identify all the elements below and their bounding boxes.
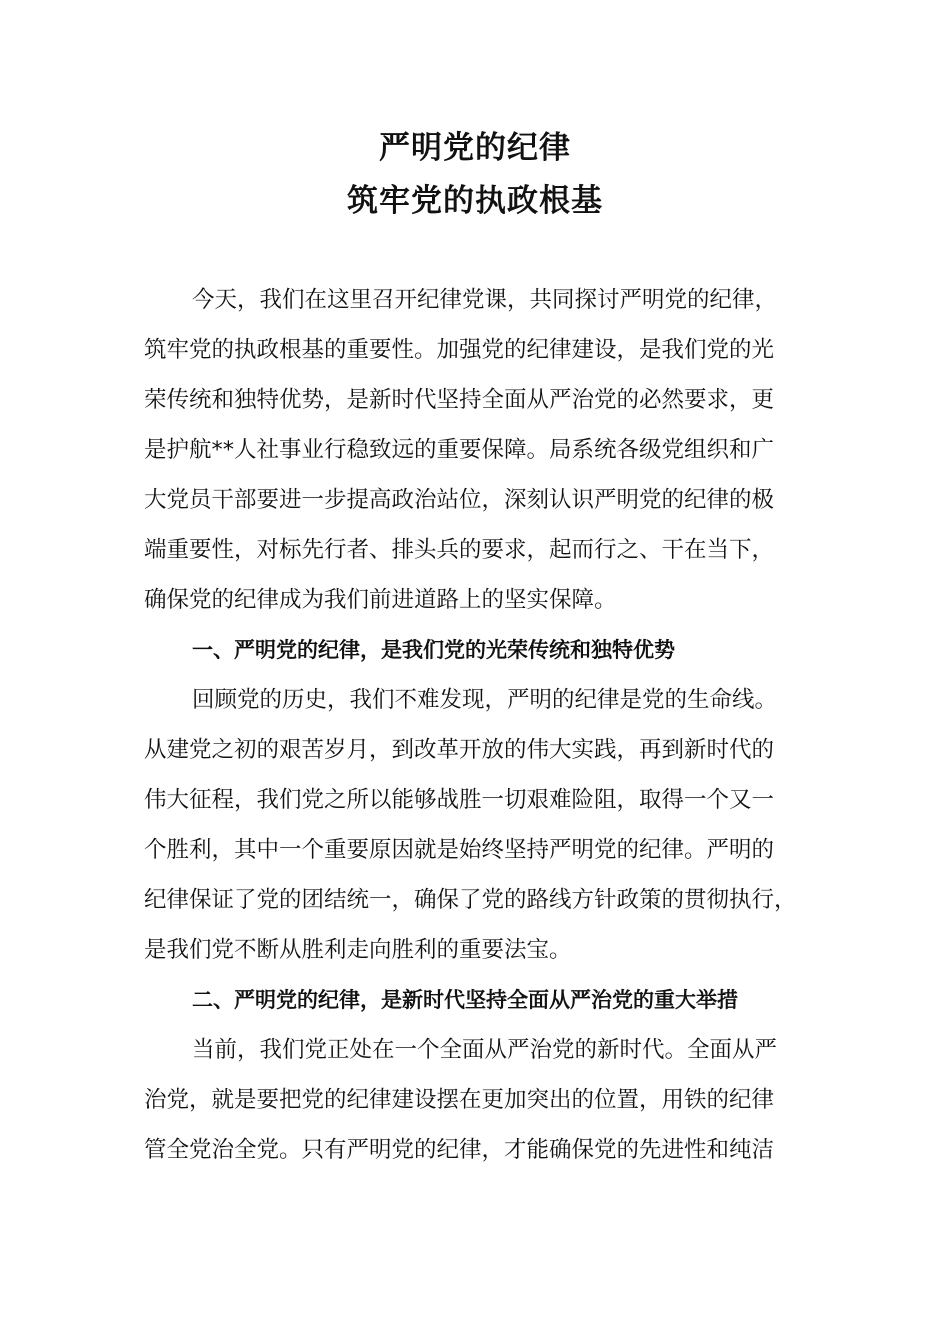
paragraph-line: 伟大征程，我们党之所以能够战胜一切艰难险阻，取得一个又一: [144, 787, 775, 813]
paragraph-line: 纪律保证了党的团结统一，确保了党的路线方针政策的贯彻执行，: [144, 887, 797, 913]
section-heading-1: 一、严明党的纪律，是我们党的光荣传统和独特优势: [192, 638, 675, 662]
paragraph-line: 端重要性，对标先行者、排头兵的要求，起而行之、干在当下，: [144, 537, 775, 563]
paragraph-line: 大党员干部要进一步提高政治站位，深刻认识严明党的纪律的极: [144, 487, 775, 513]
paragraph-line: 是护航**人社事业行稳致远的重要保障。局系统各级党组织和广: [144, 437, 775, 463]
document-body: [144, 275, 806, 1175]
paragraph-line: 治党，就是要把党的纪律建设摆在更加突出的位置，用铁的纪律: [144, 1087, 775, 1113]
paragraph-line: 筑牢党的执政根基的重要性。加强党的纪律建设，是我们党的光: [144, 337, 775, 363]
paragraph-line: 荣传统和独特优势，是新时代坚持全面从严治党的必然要求，更: [144, 387, 775, 413]
paragraph-line: 从建党之初的艰苦岁月，到改革开放的伟大实践，再到新时代的: [144, 737, 775, 763]
document-title-line-2: 筑牢党的执政根基: [347, 183, 603, 219]
section-heading-2: 二、严明党的纪律，是新时代坚持全面从严治党的重大举措: [192, 988, 738, 1012]
paragraph-line: 回顾党的历史，我们不难发现，严明的纪律是党的生命线。: [192, 687, 778, 713]
paragraph-line: 管全党治全党。只有严明党的纪律，才能确保党的先进性和纯洁: [144, 1137, 775, 1163]
paragraph-line: 确保党的纪律成为我们前进道路上的坚实保障。: [144, 587, 617, 613]
paragraph-line: 是我们党不断从胜利走向胜利的重要法宝。: [144, 937, 572, 963]
paragraph-line: 今天，我们在这里召开纪律党课，共同探讨严明党的纪律，: [192, 287, 778, 313]
paragraph-line: 个胜利，其中一个重要原因就是始终坚持严明党的纪律。严明的: [144, 837, 775, 863]
document-title-line-1: 严明党的纪律: [379, 130, 571, 166]
paragraph-line: 当前，我们党正处在一个全面从严治党的新时代。全面从严: [192, 1037, 778, 1063]
